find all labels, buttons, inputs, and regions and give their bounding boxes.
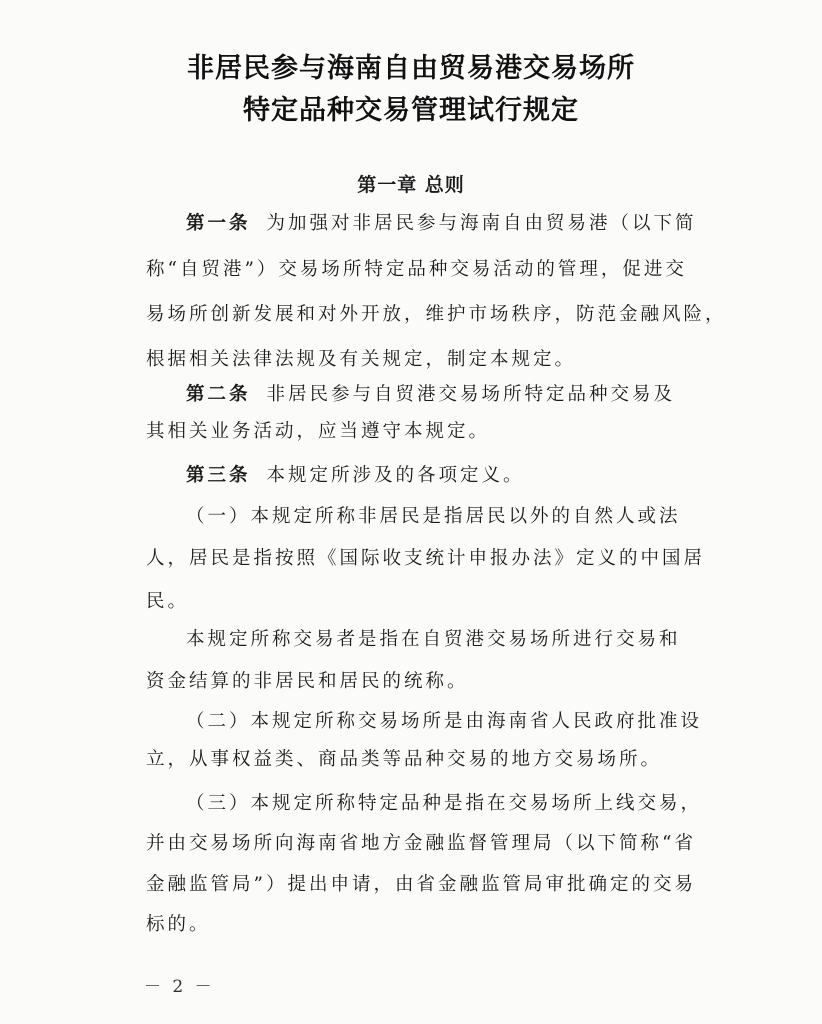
article-text: 为加强对非居民参与海南自由贸易港（以下简: [266, 213, 697, 234]
document-title-line-1: 非居民参与海南自由贸易港交易场所: [187, 53, 635, 84]
clause-line: 民。: [146, 591, 190, 612]
paragraph-line: 资金结算的非居民和居民的统称。: [146, 671, 469, 692]
article-label: 第二条: [186, 384, 251, 405]
clause-line: 人，居民是指按照《国际收支统计申报办法》定义的中国居: [146, 548, 706, 569]
article-text: 本规定所涉及的各项定义。: [266, 465, 525, 486]
article-line: 根据相关法律法规及有关规定，制定本规定。: [146, 349, 577, 370]
article-text: 非居民参与自贸港交易场所特定品种交易及: [266, 384, 676, 405]
article-line: 称“自贸港”）交易场所特定品种交易活动的管理，促进交: [146, 259, 687, 280]
article-label: 第三条: [186, 465, 251, 486]
clause-line: 并由交易场所向海南省地方金融监督管理局（以下简称“省: [146, 833, 696, 854]
article-1-first-line: [186, 212, 697, 236]
article-label: 第一条: [186, 213, 251, 234]
clause-line: 立，从事权益类、商品类等品种交易的地方交易场所。: [146, 749, 663, 770]
clause-line: （三）本规定所称特定品种是指在交易场所上线交易，: [186, 793, 703, 814]
page-number: － 2 －: [144, 977, 215, 997]
document-title-line-2: 特定品种交易管理试行规定: [243, 95, 579, 126]
article-2-first-line: [186, 383, 675, 407]
clause-line: （一）本规定所称非居民是指居民以外的自然人或法: [186, 506, 681, 527]
clause-line: 标的。: [146, 914, 211, 935]
paragraph-line: 本规定所称交易者是指在自贸港交易场所进行交易和: [186, 629, 681, 650]
clause-line: （二）本规定所称交易场所是由海南省人民政府批准设: [186, 711, 703, 732]
article-line: 其相关业务活动，应当遵守本规定。: [146, 421, 491, 442]
chapter-heading: 第一章 总则: [357, 174, 465, 196]
article-line: 易场所创新发展和对外开放，维护市场秩序，防范金融风险，: [146, 304, 727, 325]
clause-line: 金融监管局”）提出申请，由省金融监管局审批确定的交易: [146, 874, 696, 895]
article-3-first-line: [186, 464, 525, 488]
